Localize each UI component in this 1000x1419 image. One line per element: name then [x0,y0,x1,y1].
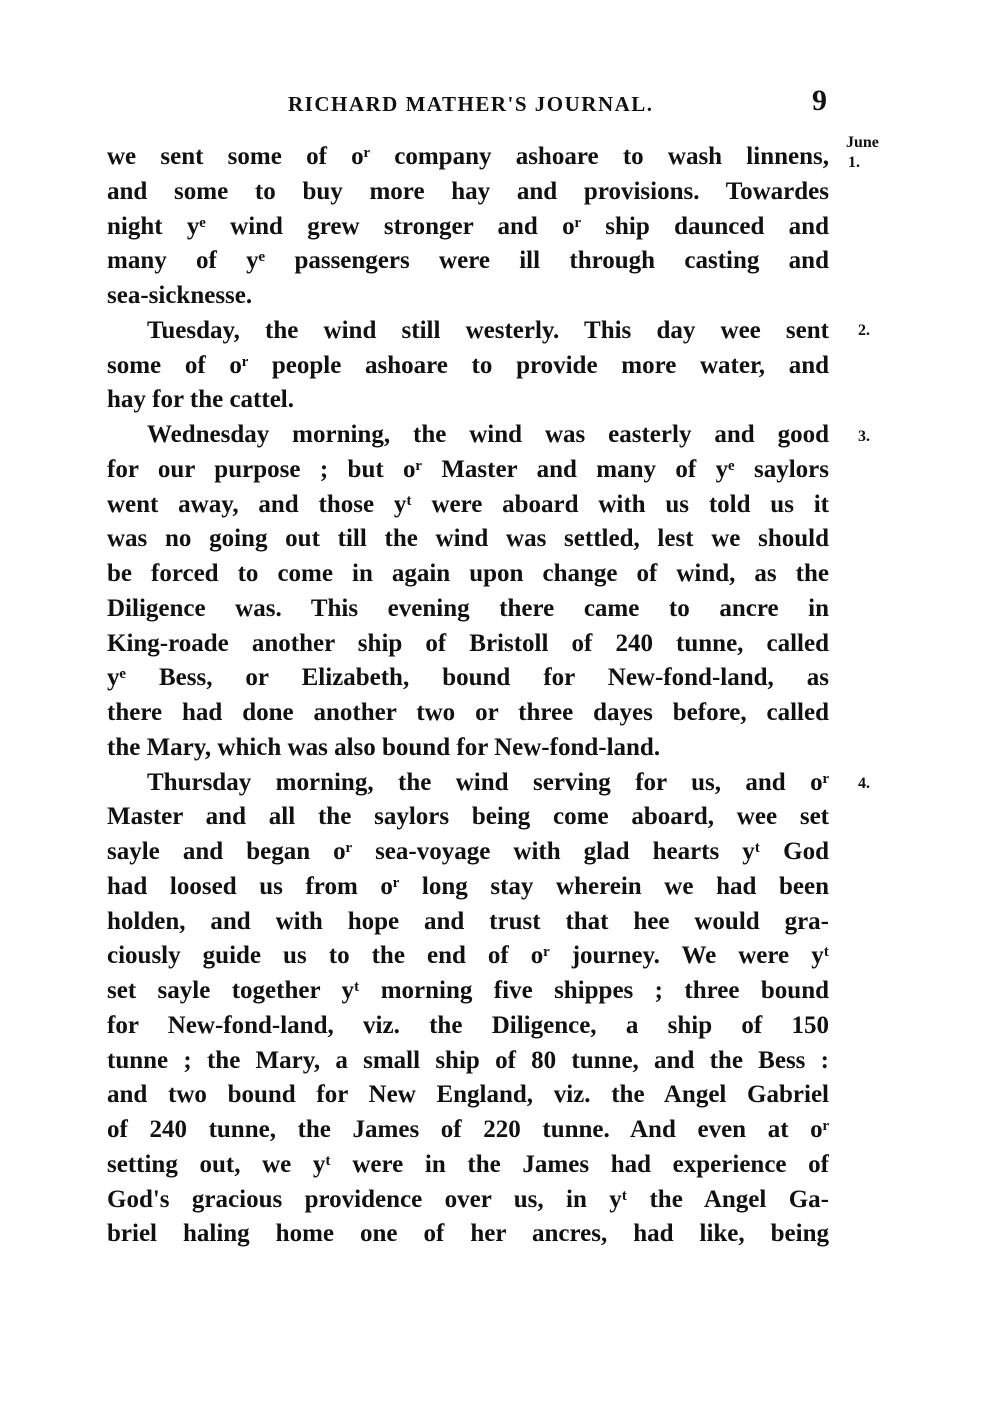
running-head: RICHARD MATHER'S JOURNAL. [288,92,654,116]
text-line: had loosed us from oʳ long stay wherein we had been [107,872,829,900]
text-line: some of oʳ people ashoare to provide more water, and [107,351,829,379]
margin-note-date-2: 2. [858,322,870,339]
text-line: setting out, we yᵗ were in the James had experience of [107,1150,829,1178]
text-line: of 240 tunne, the James of 220 tunne. And even at oʳ [107,1116,829,1143]
text-line: holden, and with hope and trust that hee would gra- [107,907,829,935]
margin-note-date-3: 3. [858,428,870,445]
page-header [0,84,1000,124]
page-number: 9 [812,84,827,117]
margin-note-date-4: 4. [858,775,870,792]
text-line: for New-fond-land, viz. the Diligence, a ship of 150 [107,1011,829,1039]
text-line: the Mary, which was also bound for New-fond-land. [107,733,661,761]
text-line: God's gracious providence over us, in yᵗ the Angel Ga- [107,1185,829,1213]
text-line: was no going out till the wind was settled, lest we should [107,525,829,553]
text-line: tunne ; the Mary, a small ship of 80 tunne, and the Bess : [107,1046,829,1074]
text-line: sayle and began oʳ sea-voyage with glad hearts yᵗ God [107,838,829,865]
margin-note-date-1: 1. [848,154,860,171]
journal-text [107,140,829,1252]
text-line: and some to buy more hay and provisions. Towardes [107,177,829,205]
text-line: Wednesday morning, the wind was easterly and good [147,421,829,448]
text-line: Master and all the saylors being come aboard, wee set [107,803,829,831]
text-line: King-roade another ship of Bristoll of 240 tunne, called [107,629,829,657]
text-line: Diligence was. This evening there came to ancre in [107,594,829,622]
text-line: yᵉ Bess, or Elizabeth, bound for New-fond-land, as [107,664,829,692]
text-line: and two bound for New England, viz. the Angel Gabriel [107,1081,829,1109]
text-line: Thursday morning, the wind serving for us, and oʳ [147,768,829,796]
text-line: went away, and those yᵗ were aboard with us told us it [107,490,829,518]
text-line: hay for the cattel. [107,386,294,414]
text-line: ciously guide us to the end of oʳ journey. We were yᵗ [107,942,829,970]
text-line: night yᵉ wind grew stronger and oʳ ship daunced and [107,212,829,240]
text-line: briel haling home one of her ancres, had like, being [107,1220,829,1248]
text-line: we sent some of oʳ company ashoare to wash linnens, [107,143,829,170]
text-line: there had done another two or three dayes before, called [107,699,829,726]
text-line: Tuesday, the wind still westerly. This day wee sent [147,316,829,344]
text-line: many of yᵉ passengers were ill through casting and [107,247,829,275]
text-line: set sayle together yᵗ morning five shippes ; three bound [107,977,829,1004]
text-line: for our purpose ; but oʳ Master and many of yᵉ saylors [107,455,829,483]
text-line: be forced to come in again upon change of wind, as the [107,560,829,587]
text-line: sea-sicknesse. [107,282,253,309]
margin-note-month: June [846,134,879,151]
